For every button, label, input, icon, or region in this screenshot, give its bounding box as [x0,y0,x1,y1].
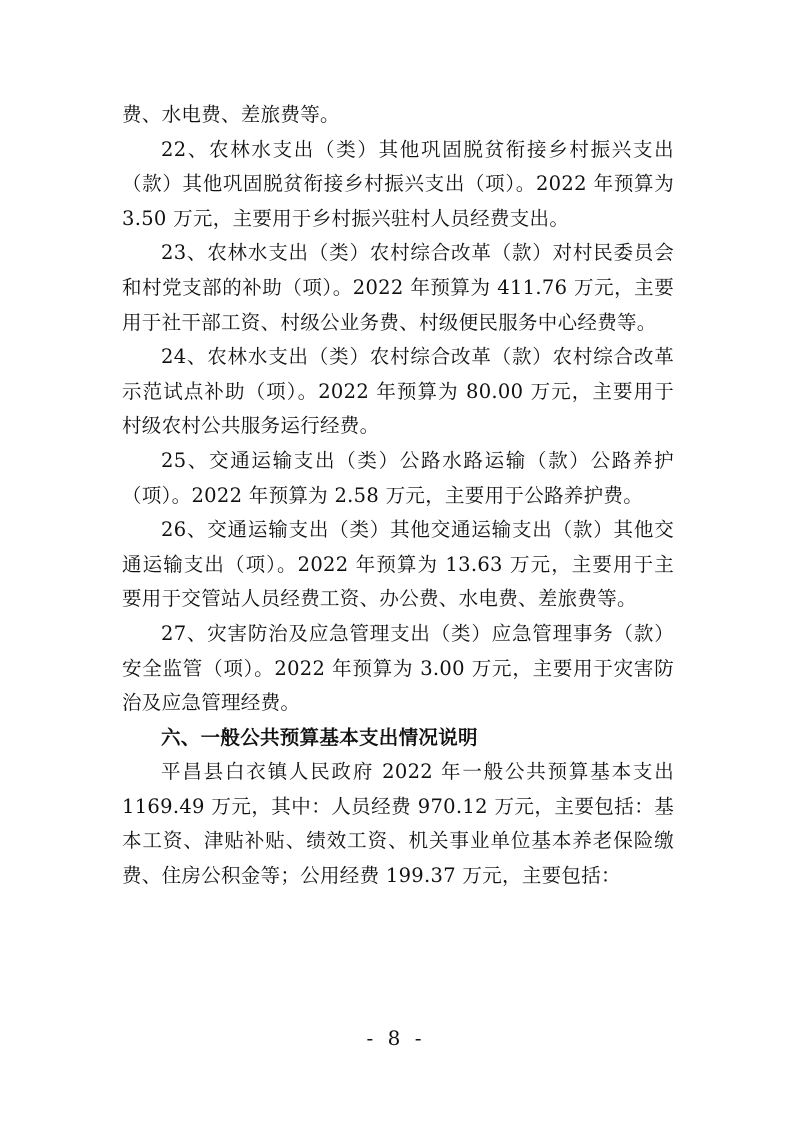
budget-item-27: 27、灾害防治及应急管理支出（类）应急管理事务（款）安全监管（项）。2022 年预算为 3.00 万元，主要用于灾害防治及应急管理经费。 [122,621,674,715]
budget-item-24: 24、农林水支出（类）农村综合改革（款）农村综合改革示范试点补助（项）。2022 年预算为 80.00 万元，主要用于村级农村公共服务运行经费。 [122,345,674,438]
page-number: - 8 - [366,1026,426,1050]
budget-item-23: 23、农林水支出（类）农村综合改革（款）对村民委员会和村党支部的补助（项）。2022 年预算为 411.76 万元，主要用于社干部工资、村级公业务费、村级便民服务中心经费等。 [122,241,674,334]
document-body [122,98,674,894]
budget-item-25: 25、交通运输支出（类）公路水路运输（款）公路养护（项）。2022 年预算为 2.58 万元，主要用于公路养护费。 [122,448,674,507]
section-paragraph: 平昌县白衣镇人民政府 2022 年一般公共预算基本支出 1169.49 万元，其中：人员经费 970.12 万元，主要包括：基本工资、津贴补贴、绩效工资、机关事业单位基本养老保险缴费、住房公积金等；公用经费 199.37 万元，主要包括： [122,760,674,888]
paragraph-continued: 费、水电费、差旅费等。 [122,103,340,126]
budget-item-26: 26、交通运输支出（类）其他交通运输支出（款）其他交通运输支出（项）。2022 年预算为 13.63 万元，主要用于主要用于交管站人员经费工资、办公费、水电费、差旅费等。 [122,518,674,611]
budget-item-22: 22、农林水支出（类）其他巩固脱贫衔接乡村振兴支出（款）其他巩固脱贫衔接乡村振兴支出（项）。2022 年预算为 3.50 万元，主要用于乡村振兴驻村人员经费支出。 [122,137,674,230]
section-heading: 六、一般公共预算基本支出情况说明 [161,725,478,749]
